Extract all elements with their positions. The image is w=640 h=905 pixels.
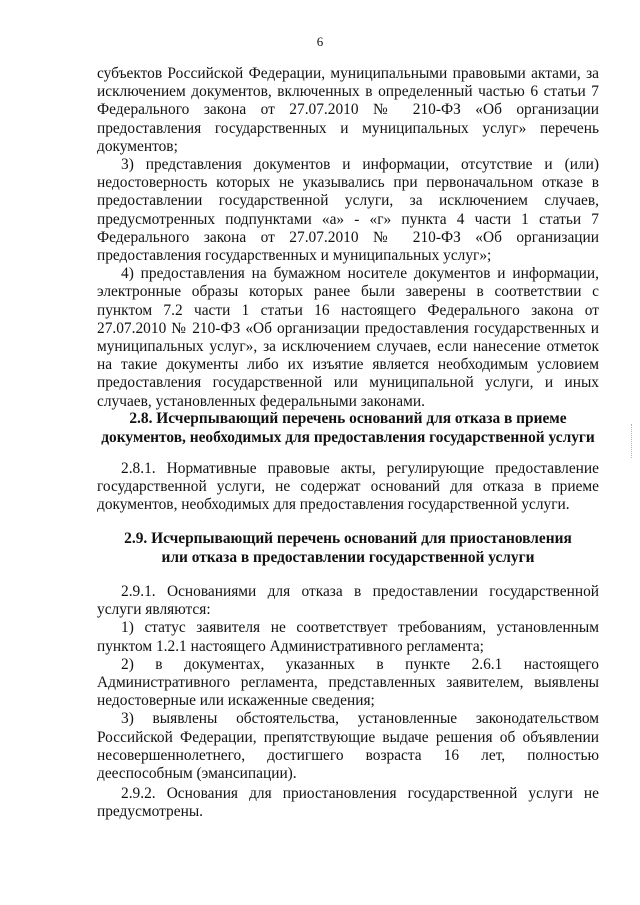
paragraph-continuation: субъектов Российской Федерации, муниципальными правовыми актами, за исключением документов, включенных в определенный частью 6 статьи 7 Федерального закона от 27.07.2010 № 210-ФЗ «Об организации предоставления государственных и муниципальных услуг» перечень документов; [97,65,599,155]
section-heading-2-8 [97,410,599,447]
paragraph-2-8-1: 2.8.1. Нормативные правовые акты, регулирующие предоставление государственной услуги, не содержат оснований для отказа в приеме документов, необходимых для предоставления государственной услуги. [97,460,599,514]
paragraph-2-9-1-item-1: 1) статус заявителя не соответствует требованиям, установленным пунктом 1.2.1 настоящего Административного регламента; [97,619,599,655]
section-heading-2-9 [97,530,599,567]
text-block-2-9-2 [97,785,599,821]
heading-line: документов, необходимых для предоставления государственной услуги [101,428,595,446]
paragraph-2-9-1-item-3: 3) выявлены обстоятельства, установленные законодательством Российской Федерации, препятствующие выдаче решения об объявлении несовершеннолетнего, достигшего возраста 16 лет, полностью дееспособным (эмансипации). [97,710,599,783]
heading-line: или отказа в предоставлении государственной услуги [161,548,535,566]
paragraph-2-9-1: 2.9.1. Основаниями для отказа в предоставлении государственной услуги являются: [97,583,599,619]
paragraph-item-4: 4) предоставления на бумажном носителе документов и информации, электронные образы которых ранее были заверены в соответствии с пунктом 7.2 части 1 статьи 16 настоящего Федерального закона от 27.07.2010 № 210-ФЗ «Об организации предоставления государственных и муниципальных услуг», за исключением случаев, если нанесение отметок на такие документы либо их изъятие является необходимым условием предоставления государственной или муниципальной услуги, и иных случаев, установленных федеральными законами. [97,265,599,410]
heading-line: 2.9. Исчерпывающий перечень оснований для приостановления [124,530,572,547]
paragraph-item-3: 3) представления документов и информации, отсутствие и (или) недостоверность которых не указывались при первоначальном отказе в предоставлении государственной услуги, за исключением случаев, предусмотренных подпунктами «а» - «г» пункта 4 части 1 статьи 7 Федерального закона от 27.07.2010 № 210-ФЗ «Об организации предоставления государственных и муниципальных услуг»; [97,156,599,265]
paragraph-2-9-1-item-2: 2) в документах, указанных в пункте 2.6.1 настоящего Административного регламента, представленных заявителем, выявлены недостоверные или искаженные сведения; [97,655,599,710]
paragraph-2-9-2: 2.9.2. Основания для приостановления государственной услуги не предусмотрены. [97,785,599,821]
margin-mark [631,424,634,458]
page-number: 6 [316,34,324,49]
text-block-2-9 [97,583,599,783]
text-block-2-8 [97,460,599,515]
text-block-top [97,65,599,411]
heading-line: 2.8. Исчерпывающий перечень оснований для отказа в приеме [129,410,567,427]
